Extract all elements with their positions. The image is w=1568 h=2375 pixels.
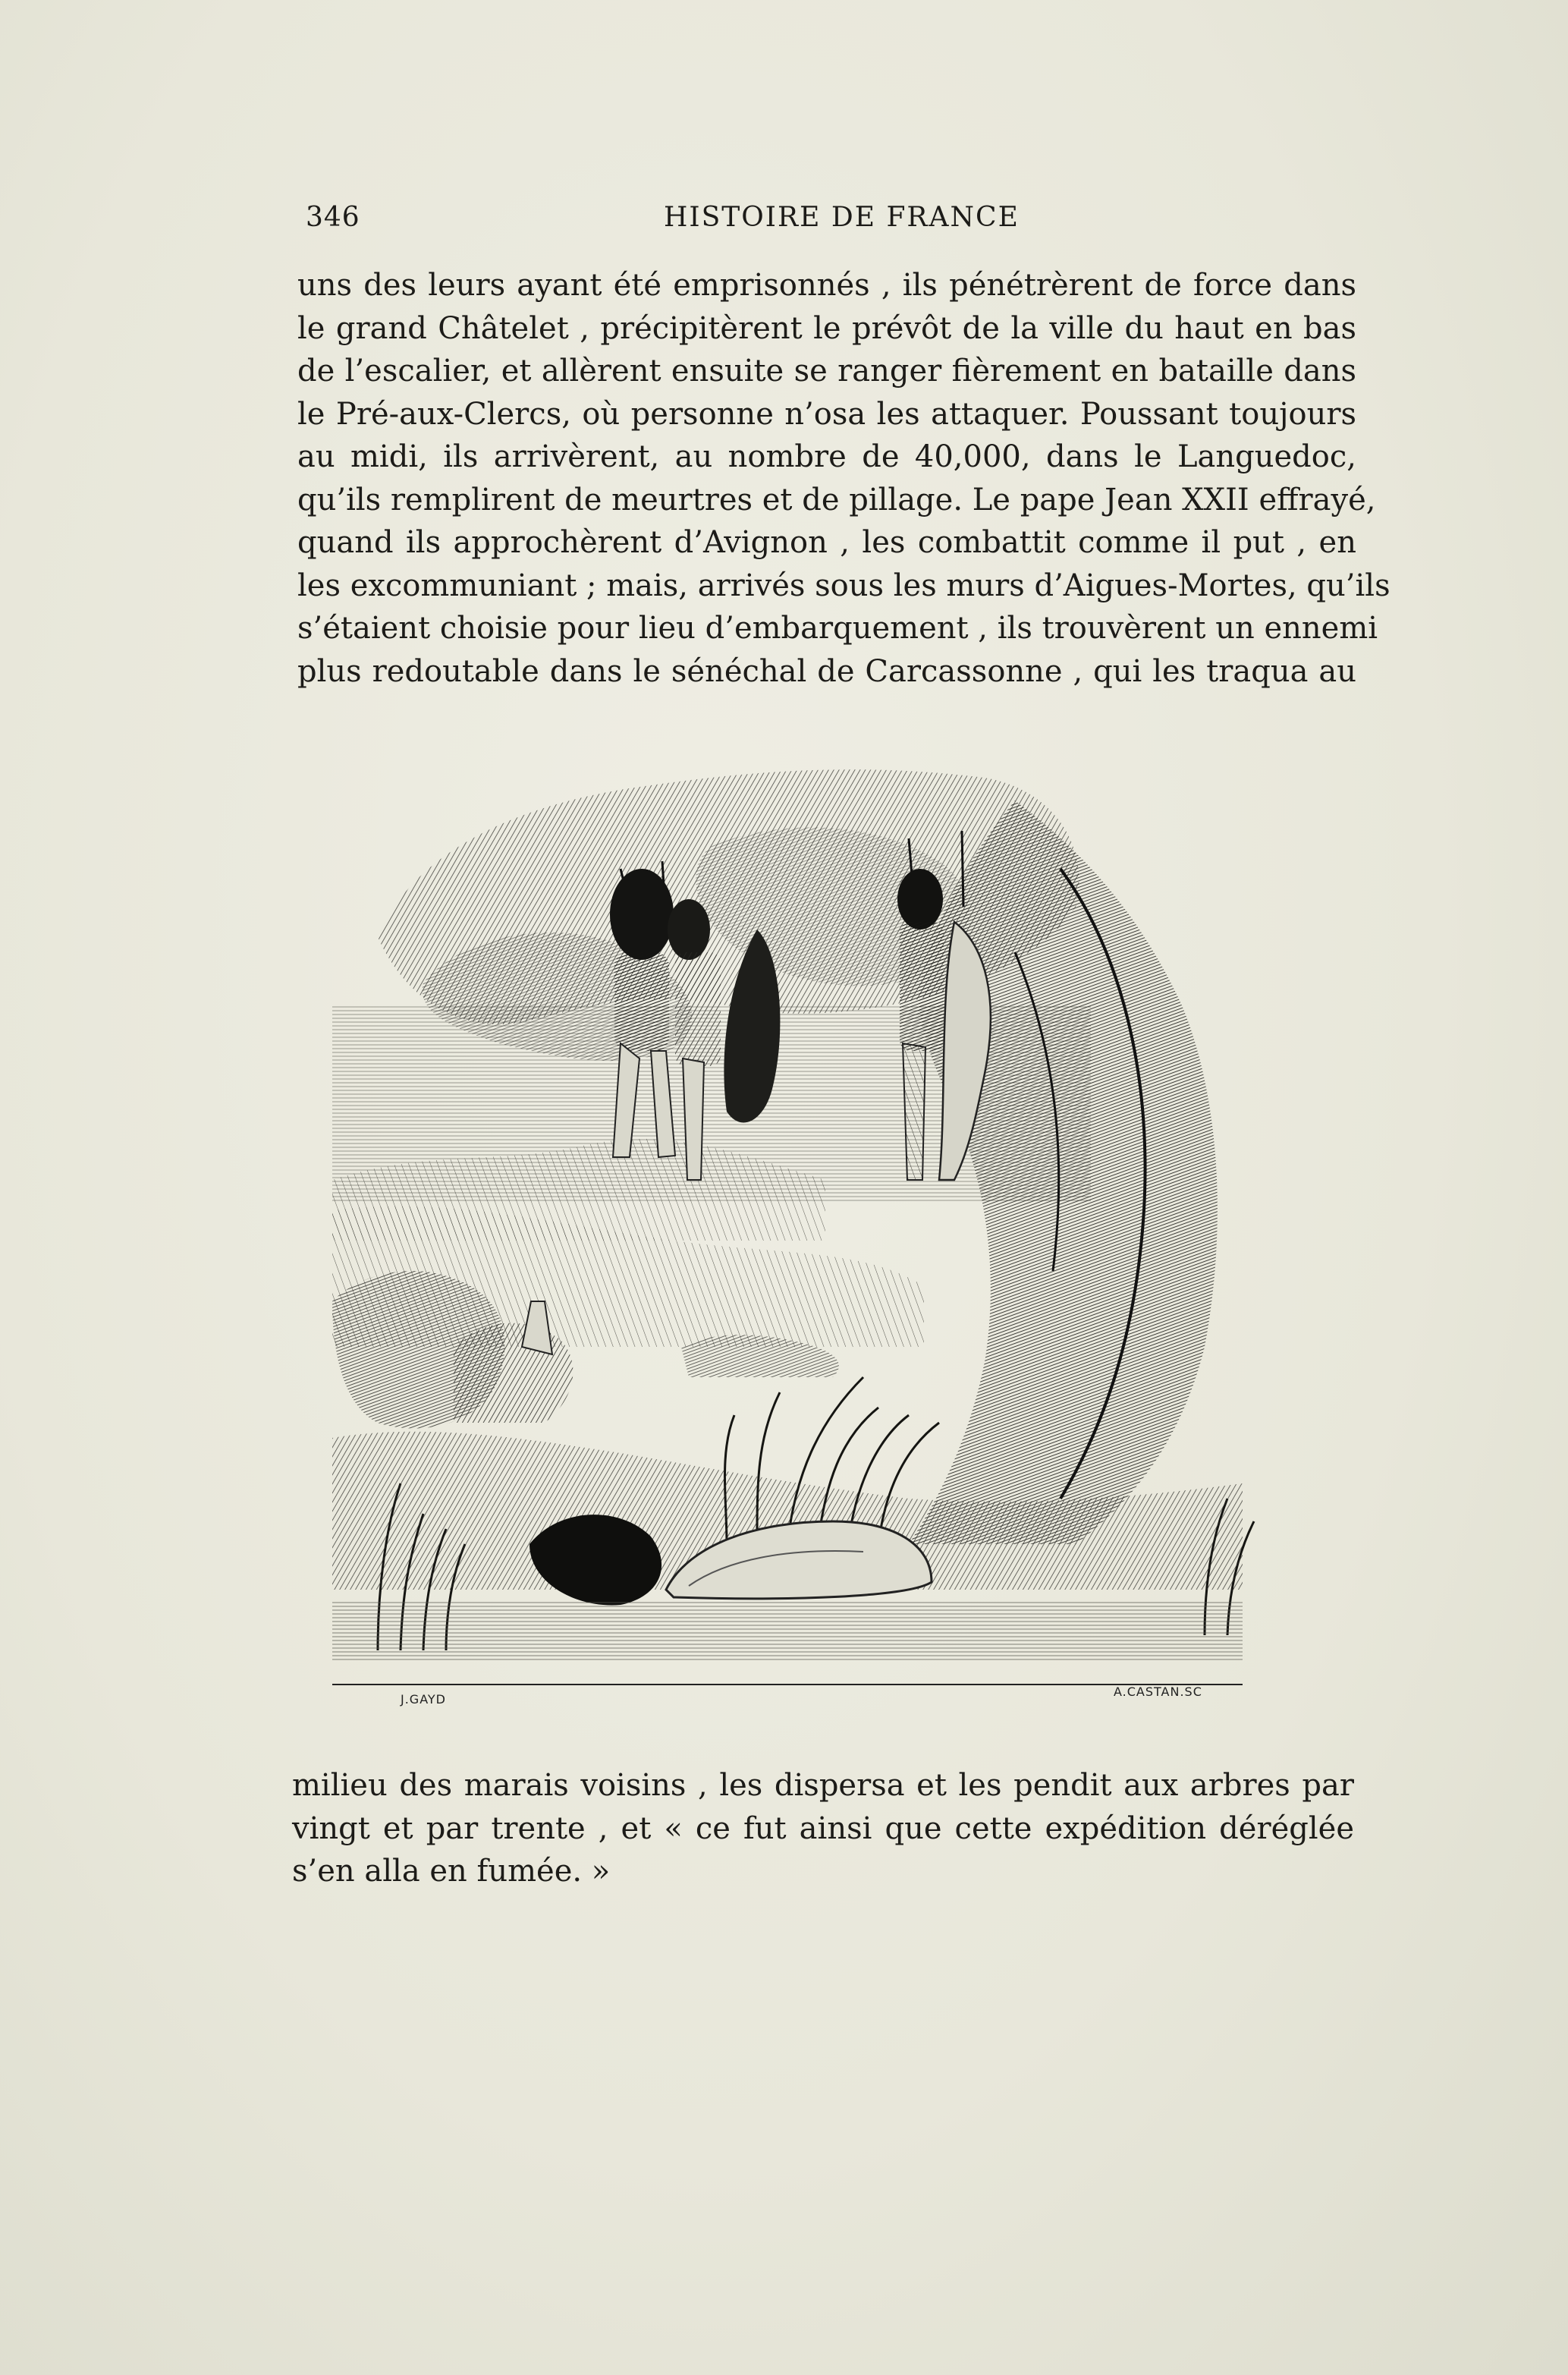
body-text-top <box>297 264 1390 693</box>
page-header <box>300 199 1354 237</box>
text-line: qu’ils remplirent de meurtres et de pillage. Le pape Jean XXII effrayé, <box>297 482 1376 517</box>
text-line: le Pré-aux-Clercs, où personne n’osa les attaquer. Poussant toujours <box>297 396 1356 432</box>
engraver-signature: A.CASTAN.SC <box>1114 1685 1202 1699</box>
text-line: s’étaient choisie pour lieu d’embarquement , ils trouvèrent un ennemi <box>297 611 1378 646</box>
engraving-illustration <box>332 755 1318 1722</box>
text-line: milieu des marais voisins , les dispersa et les pendit aux arbres par <box>292 1768 1354 1803</box>
text-line: quand ils approchèrent d’Avignon , les combattit comme il put , en <box>297 525 1356 560</box>
text-line: uns des leurs ayant été emprisonnés , ils pénétrèrent de force dans <box>297 268 1356 303</box>
engraving-svg <box>332 755 1318 1722</box>
text-line: les excommuniant ; mais, arrivés sous les murs d’Aigues-Mortes, qu’ils <box>297 568 1390 603</box>
text-line: s’en alla en fumée. » <box>292 1854 611 1889</box>
text-line: vingt et par trente , et « ce fut ainsi que cette expédition déréglée <box>292 1810 1354 1846</box>
text-line: de l’escalier, et allèrent ensuite se ranger fièrement en bataille dans <box>297 354 1356 388</box>
text-line: le grand Châtelet , précipitèrent le prévôt de la ville du haut en bas <box>297 310 1356 346</box>
illustrator-signature: J.GAYD <box>401 1692 446 1707</box>
text-line: au midi, ils arrivèrent, au nombre de 40,000, dans le Languedoc, <box>297 439 1356 474</box>
text-line: plus redoutable dans le sénéchal de Carcassonne , qui les traqua au <box>297 653 1356 689</box>
body-text-bottom <box>292 1764 1354 1893</box>
page-number: 346 <box>306 202 360 233</box>
running-title: HISTOIRE DE FRANCE <box>664 202 1020 233</box>
